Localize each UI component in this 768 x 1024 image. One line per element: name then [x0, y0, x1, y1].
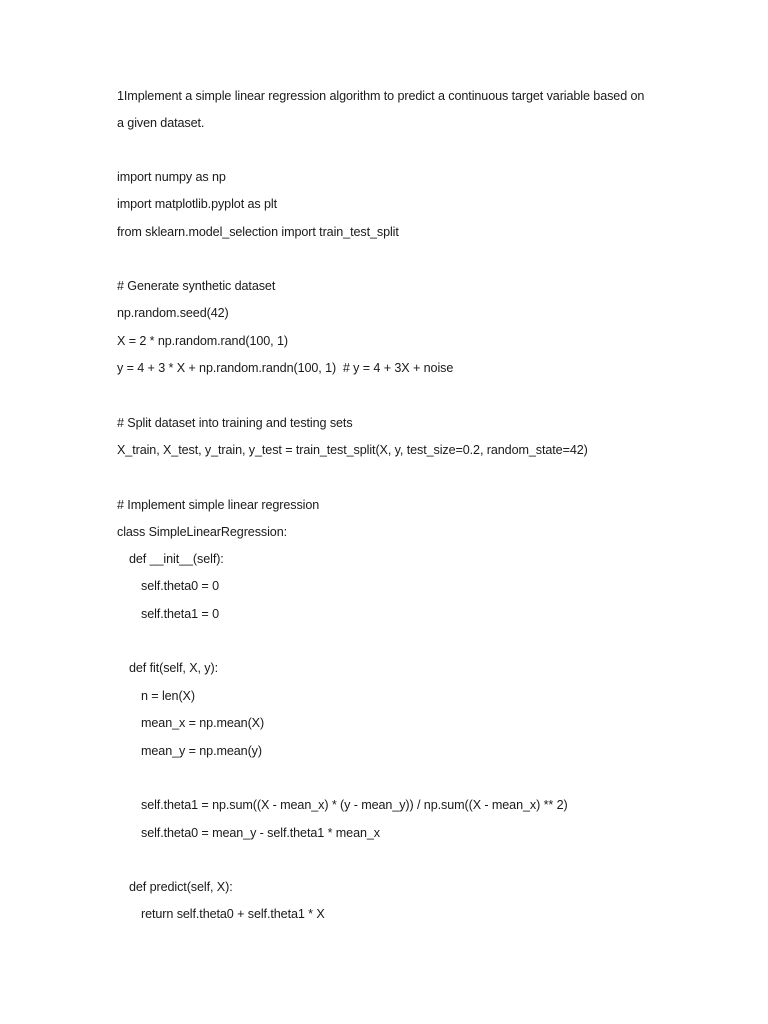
heading-line-2: a given dataset.	[117, 116, 205, 130]
code-init-theta1: self.theta1 = 0	[141, 607, 219, 621]
code-import-matplotlib: import matplotlib.pyplot as plt	[117, 197, 277, 211]
code-split: X_train, X_test, y_train, y_test = train_test_split(X, y, test_size=0.2, random_state=42)	[117, 443, 588, 457]
code-import-numpy: import numpy as np	[117, 170, 226, 184]
code-seed: np.random.seed(42)	[117, 306, 229, 320]
code-fit-n: n = len(X)	[141, 689, 195, 703]
code-init-theta0: self.theta0 = 0	[141, 579, 219, 593]
code-import-sklearn: from sklearn.model_selection import train_test_split	[117, 225, 399, 239]
code-predict-return: return self.theta0 + self.theta1 * X	[141, 907, 325, 921]
code-fit-theta1: self.theta1 = np.sum((X - mean_x) * (y - mean_y)) / np.sum((X - mean_x) ** 2)	[141, 798, 568, 812]
code-y-assign: y = 4 + 3 * X + np.random.randn(100, 1) # y = 4 + 3X + noise	[117, 361, 454, 375]
code-comment-split: # Split dataset into training and testing sets	[117, 416, 353, 430]
code-init-def: def __init__(self):	[129, 552, 224, 566]
code-comment-implement: # Implement simple linear regression	[117, 498, 320, 512]
heading-line-1: 1Implement a simple linear regression algorithm to predict a continuous target variable based on	[117, 89, 645, 103]
code-predict-def: def predict(self, X):	[129, 880, 233, 894]
code-fit-theta0: self.theta0 = mean_y - self.theta1 * mean_x	[141, 826, 380, 840]
code-fit-def: def fit(self, X, y):	[129, 661, 218, 675]
code-fit-mean-x: mean_x = np.mean(X)	[141, 716, 265, 730]
code-comment-generate: # Generate synthetic dataset	[117, 279, 276, 293]
code-x-assign: X = 2 * np.random.rand(100, 1)	[117, 334, 288, 348]
code-fit-mean-y: mean_y = np.mean(y)	[141, 744, 262, 758]
code-class-def: class SimpleLinearRegression:	[117, 525, 287, 539]
